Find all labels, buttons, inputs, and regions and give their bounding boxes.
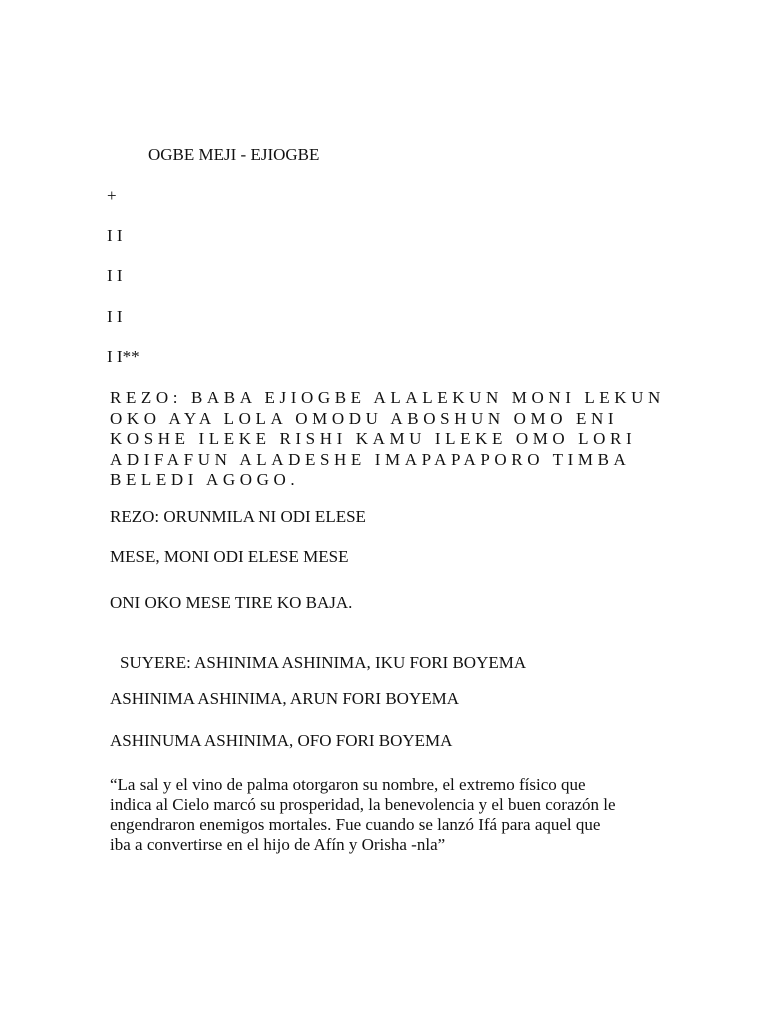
- rezo-line: OKO AYA LOLA OMODU ABOSHUN OMO ENI: [110, 408, 619, 428]
- rezo-orunmila-line: ONI OKO MESE TIRE KO BAJA.: [110, 593, 353, 612]
- quote-line: indica al Cielo marcó su prosperidad, la benevolencia y el buen corazón le: [110, 795, 616, 814]
- rezo-line: KOSHE ILEKE RISHI KAMU ILEKE OMO LORI: [110, 429, 637, 448]
- odu-sign-mark: I I: [107, 266, 123, 285]
- rezo-line: REZO: BABA EJIOGBE ALALEKUN MONI LEKUN: [110, 388, 665, 407]
- quote-line: “La sal y el vino de palma otorgaron su nombre, el extremo físico que: [110, 775, 586, 794]
- rezo-orunmila-line: REZO: ORUNMILA NI ODI ELESE: [110, 507, 366, 526]
- suyere-line: ASHINIMA ASHINIMA, ARUN FORI BOYEMA: [110, 689, 460, 708]
- suyere-line: SUYERE: ASHINIMA ASHINIMA, IKU FORI BOYEMA: [120, 653, 527, 672]
- odu-sign-mark: I I**: [107, 347, 140, 366]
- odu-sign-mark: I I: [107, 226, 123, 245]
- odu-sign-mark: I I: [107, 307, 123, 326]
- rezo-line: ADIFAFUN ALADESHE IMAPAPAPORO TIMBA: [110, 449, 631, 469]
- odu-sign-mark: +: [107, 186, 117, 205]
- suyere-line: ASHINUMA ASHINIMA, OFO FORI BOYEMA: [110, 731, 453, 750]
- rezo-prayer-block: [110, 388, 665, 491]
- rezo-orunmila-line: MESE, MONI ODI ELESE MESE: [110, 547, 349, 566]
- quote-paragraph: [110, 775, 650, 855]
- page-title: OGBE MEJI - EJIOGBE: [148, 145, 320, 164]
- rezo-line: BELEDI AGOGO.: [110, 470, 300, 489]
- quote-line: iba a convertirse en el hijo de Afín y Orisha -nla”: [110, 835, 446, 854]
- quote-line: engendraron enemigos mortales. Fue cuando se lanzó Ifá para aquel que: [110, 815, 601, 834]
